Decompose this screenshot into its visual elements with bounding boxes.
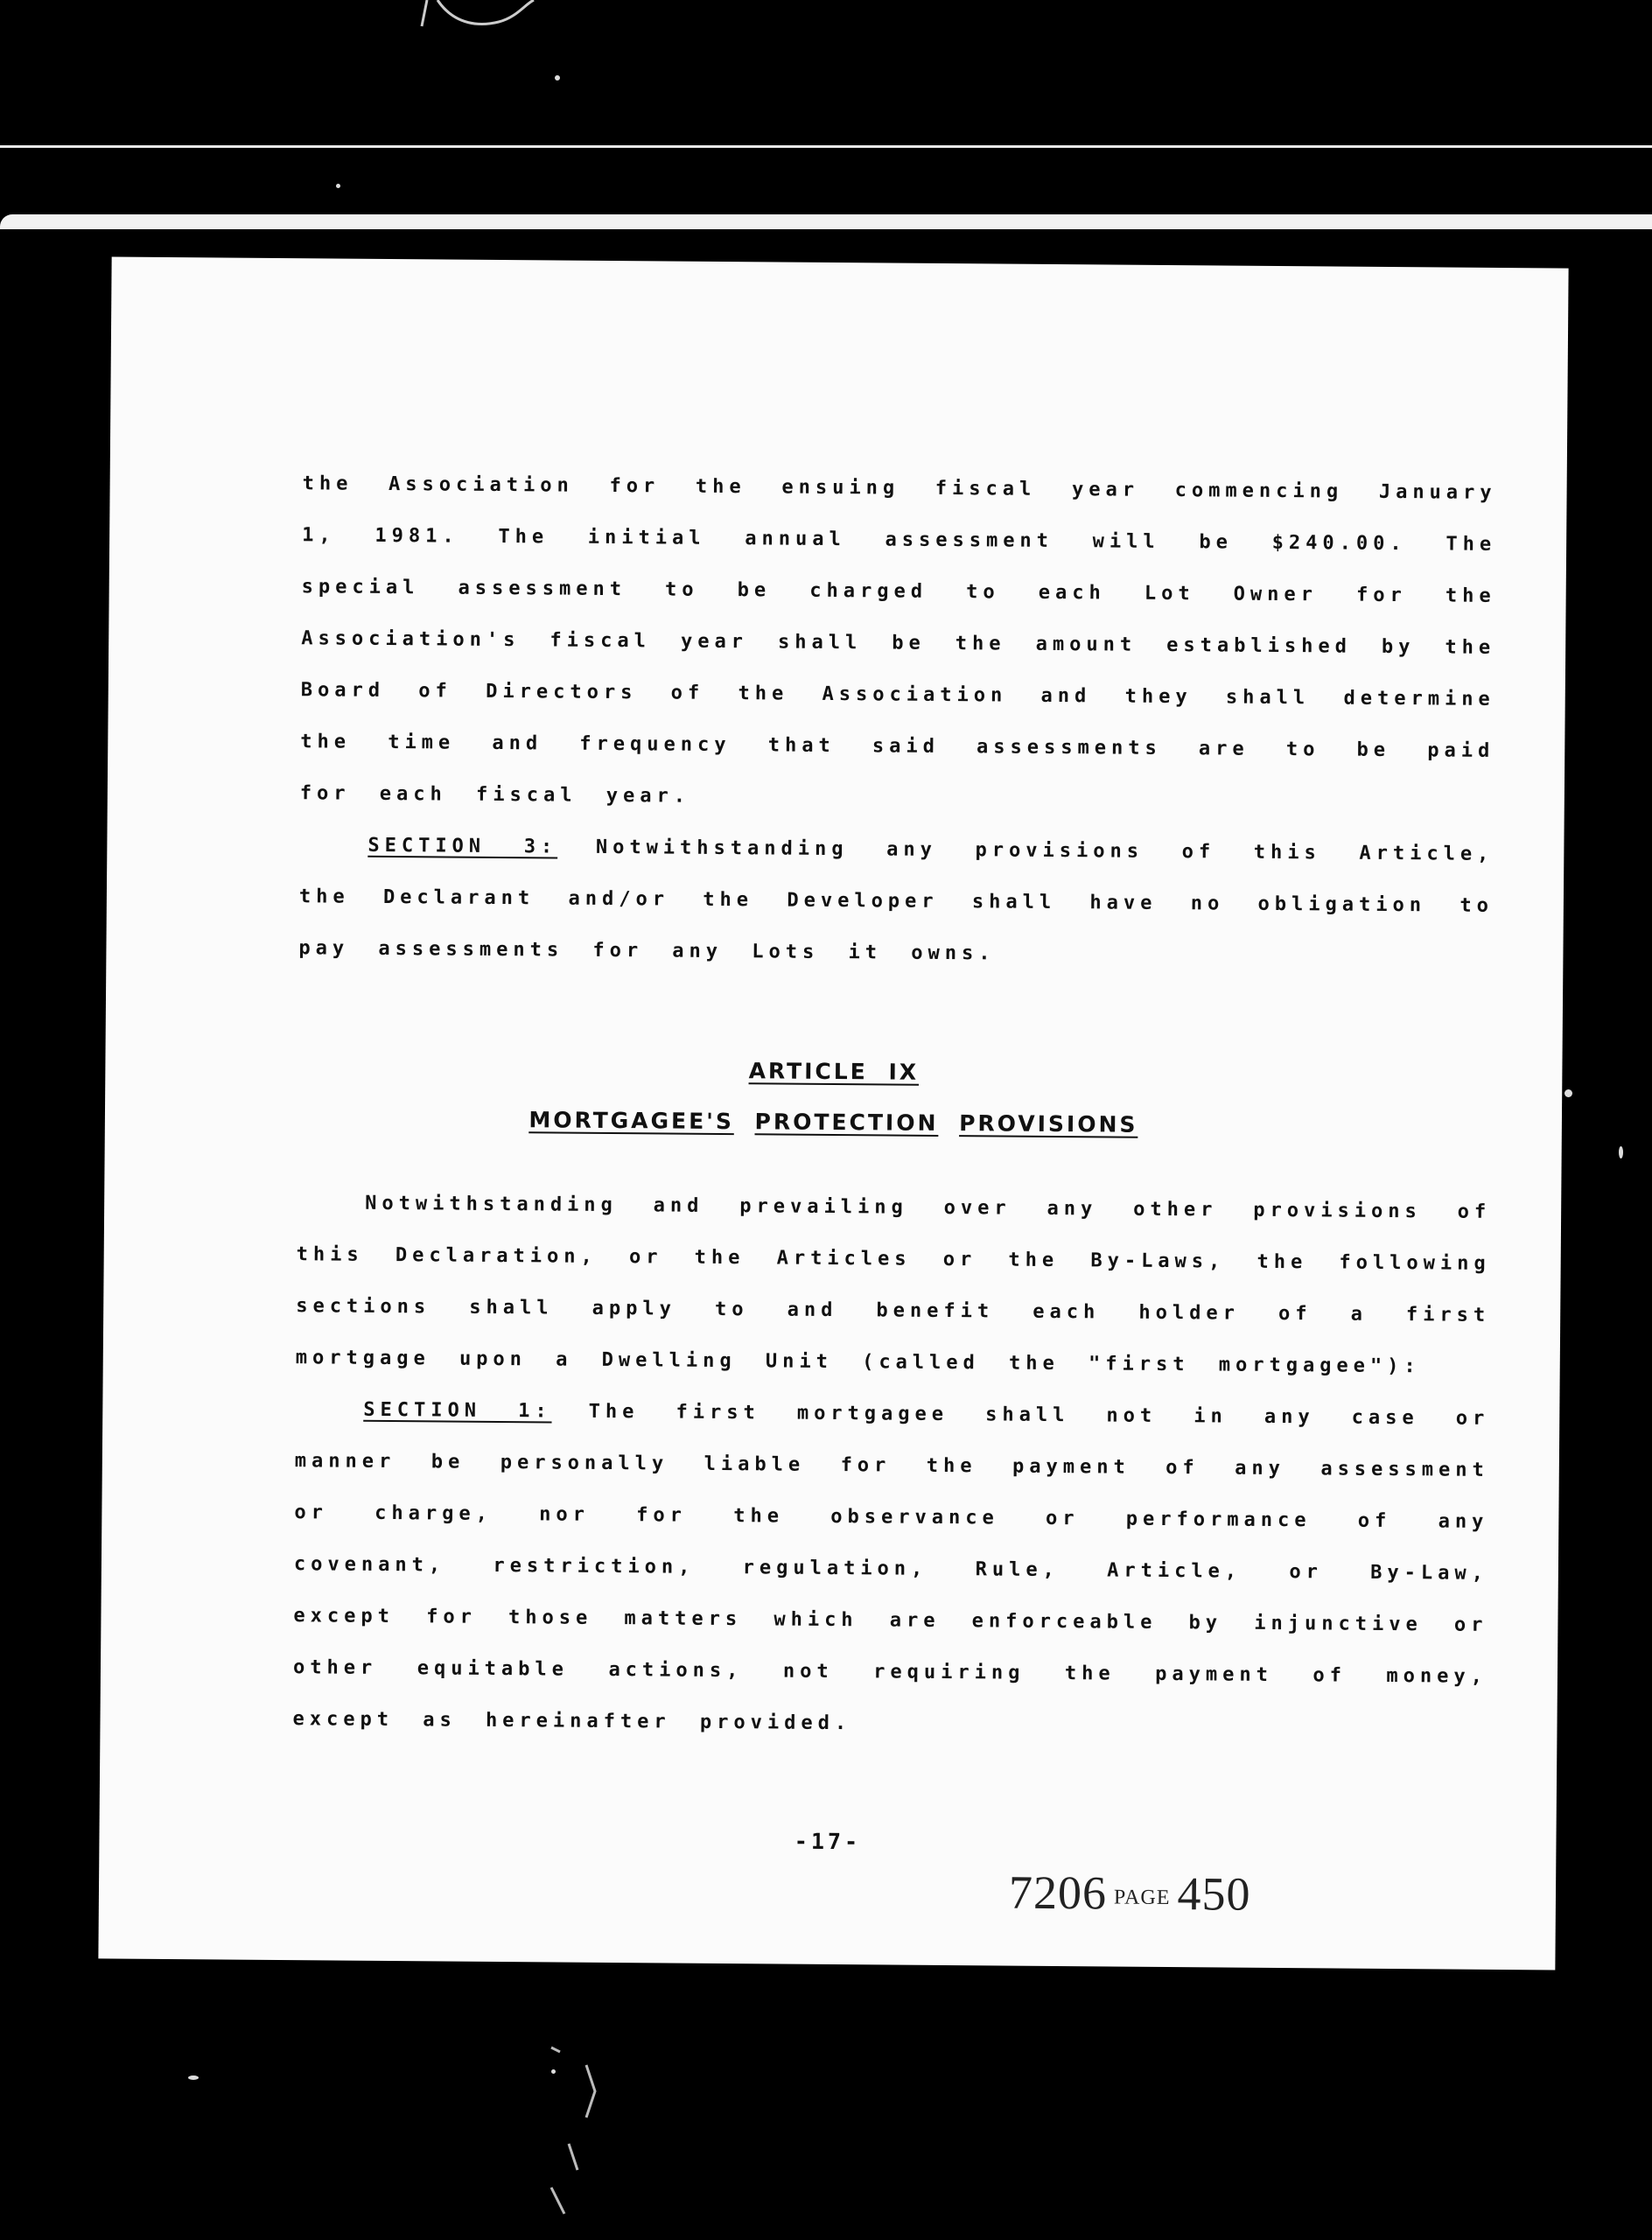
section-1-text: The first mortgagee shall not in any case or manner be personally liable for the payment of any assessment or charge, nor for the observance or performance of any covenant, restriction, regulation, Rule, Article, or By-Law, except for those matters which are enforceable by injunctive or other equitable actions, not requiring the payment of money, except as hereinafter provided. — [292, 1400, 1490, 1735]
scan-speck — [1564, 1089, 1572, 1097]
section-3-label: SECTION 3: — [368, 834, 558, 858]
scan-speck — [188, 2076, 199, 2080]
recording-book-page-stamp — [1009, 1866, 1251, 1922]
page-number: -17- — [794, 1828, 862, 1855]
book-stamp-separator: PAGE — [1113, 1886, 1171, 1910]
article-title-part-3: PROVISIONS — [959, 1110, 1138, 1138]
article-title-part-1: MORTGAGEE'S — [528, 1107, 735, 1135]
scan-border-band — [0, 214, 1652, 229]
article-title-part-2: PROTECTION — [754, 1109, 939, 1136]
paragraph-assessment: the Association for the ensuing fiscal year commencing January 1, 1981. The initial annual assessment will be $240.00. The special assessment to be charged to each Lot Owner for the Association's fiscal year shall be the amount established by the Board of Directors of the Association and they shall determine the time and frequency that said assessments are to be paid for each fiscal year. — [299, 472, 1497, 808]
scan-speck — [555, 75, 560, 80]
scan-speck — [336, 184, 340, 188]
scan-speck — [1619, 1146, 1623, 1158]
section-1-paragraph — [292, 1383, 1489, 1754]
book-page-number: 450 — [1177, 1867, 1251, 1921]
paragraph-mortgagee-intro: Notwithstanding and prevailing over any other provisions of this Declaration, or the Articles or the By-Laws, the following sections shall apply to and benefit each holder of a first mortgage upon a Dwelling Unit (called the "first mortgagee"): — [295, 1192, 1492, 1378]
handwritten-mark — [402, 0, 560, 52]
document-page — [98, 256, 1568, 1970]
section-1-label: SECTION 1: — [363, 1398, 552, 1423]
body-text-top — [298, 458, 1497, 984]
scan-border-line — [0, 145, 1652, 148]
body-text-bottom — [292, 1177, 1491, 1754]
scan-artifact — [525, 2012, 630, 2240]
article-title-heading — [105, 1103, 1562, 1140]
section-3-text: Notwithstanding any provisions of this Article, the Declarant and/or the Developer shall have no obligation to pay assessments for any Lots it owns. — [298, 836, 1494, 965]
section-3-paragraph — [298, 819, 1494, 984]
book-number: 7206 — [1008, 1866, 1108, 1920]
article-number-heading: ARTICLE IX — [748, 1058, 920, 1085]
